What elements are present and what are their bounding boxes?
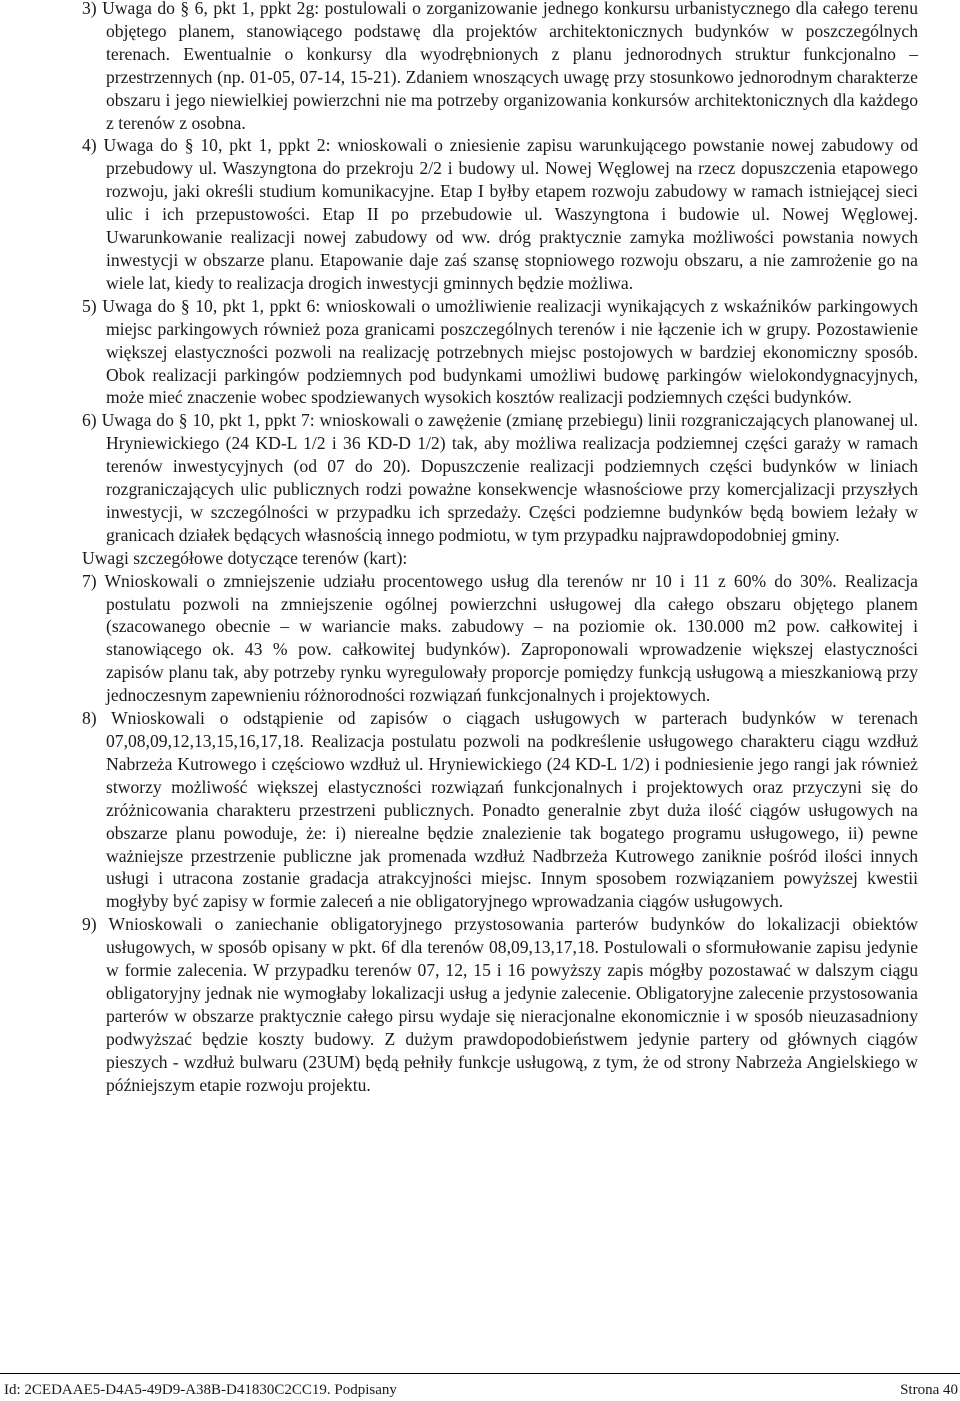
footer-page-number: Strona 40: [900, 1382, 958, 1398]
footer-divider: [0, 1373, 960, 1374]
paragraph-text: Uwaga do § 10, pkt 1, ppkt 6: wnioskowali o umożliwienie realizacji wynikających z wskaźników parkingowych miejsc parkingowych również poza granicami poszczególnych terenów i nie łączenie ich w grupy. Pozostawienie większej elastyczności pozwoli na realizację potrzebnych miejsc postojowych w bardziej ekonomiczny sposób. Obok realizacji parkingów podziemnych pod budynkami umożliwi budowę parkingów wielokondygnacyjnych, może mieć znaczenie wobec spodziewanych wysokich kosztów realizacji podziemnych części budynków.: [102, 295, 918, 408]
paragraph-number: 6): [82, 410, 97, 431]
footer-document-id: Id: 2CEDAAE5-D4A5-49D9-A38B-D41830C2CC19. Podpisany: [4, 1382, 397, 1398]
paragraph-text: Uwaga do § 10, pkt 1, ppkt 2: wnioskowali o zniesienie zapisu warunkującego powstanie nowej zabudowy od przebudowy ul. Waszyngtona do przekroju 2/2 i budowy ul. Nowej Węglowej na rzecz dopuszczenia etapowego rozwoju, jaki określi studium komunikacyjne. Etap I byłby etapem rozwoju zabudowy w ramach istniejącej sieci ulic i ich przepustowości. Etap II po przebudowie ul. Waszyngtona i budowie ul. Nowej Węglowej. Uwarunkowanie realizacji nowej zabudowy od ww. dróg praktycznie zamyka możliwości powstania nowych inwestycji w obszarze planu. Etapowanie daje zaś szansę stopniowego rozwoju obszaru, a nie zamrożenie go na wiele lat, kiedy to realizacja drogich inwestycji gminnych będzie możliwa.: [103, 135, 918, 293]
paragraph-number: 7): [82, 570, 97, 591]
paragraph-6: [82, 409, 918, 546]
paragraph-4: [82, 134, 918, 294]
paragraph-number: 9): [82, 914, 97, 935]
paragraph-number: 4): [82, 135, 97, 156]
paragraph-5: [82, 295, 918, 410]
section-heading: [82, 547, 918, 570]
paragraph-number: 5): [82, 295, 97, 316]
document-body: [82, 0, 918, 1097]
paragraph-number: 3): [82, 0, 97, 18]
paragraph-3: [82, 0, 918, 134]
section-heading-text: Uwagi szczegółowe dotyczące terenów (kart):: [82, 547, 408, 568]
paragraph-text: Wnioskowali o zmniejszenie udziału procentowego usług dla terenów nr 10 i 11 z 60% do 30%. Realizacja postulatu pozwoli na zmniejszenie ogólnej powierzchni usługowej dla całego obszaru objętego planem (szacowanego obecnie – w wariancie maks. zabudowy – na poziomie ok. 130.000 m2 pow. całkowitej i stanowiącego ok. 43 % pow. całkowitej budynków). Zaproponowali wprowadzenie większej elastyczności zapisów planu tak, aby potrzeby rynku wyregulowały proporcje pomiędzy funkcją usługową a mieszkaniową przy jednoczesnym zapewnieniu różnorodności rozwiązań funkcjonalnych i projektowych.: [104, 570, 918, 706]
paragraph-number: 8): [82, 708, 97, 729]
paragraph-7: [82, 570, 918, 707]
paragraph-text: Uwaga do § 6, pkt 1, ppkt 2g: postulowali o zorganizowanie jednego konkursu urbanistycznego dla całego terenu objętego planem, stanowiącego podstawę dla projektów architektonicznych budynków w poszczególnych terenach. Ewentualnie o konkursy dla wyodrębnionych z planu jednorodnych struktur funkcjonalno – przestrzennych (np. 01-05, 07-14, 15-21). Zdaniem wnoszących uwagę przy stosunkowo jednorodnym charakterze obszaru i jego niewielkiej powierzchni nie ma potrzeby organizowania konkursów architektonicznych dla każdego z terenów z osobna.: [102, 0, 918, 133]
paragraph-text: Wnioskowali o odstąpienie od zapisów o ciągach usługowych w parterach budynków w terenach 07,08,09,12,13,15,16,17,18. Realizacja postulatu pozwoli na podkreślenie usługowego charakteru ciągu wzdłuż Nabrzeża Kutrowego i częściowo wzdłuż ul. Hryniewickiego (24 KD-L 1/2) i podniesienie jego rangi jak również stworzy możliwość większej elastyczności rozwiązań funkcjonalnych i projektowych oraz przyczyni się do zróżnicowania charakteru przestrzeni publicznych. Ponadto generalnie zbyt duża ilość ciągów usługowych na obszarze planu powoduje, że: i) nierealne będzie znalezienie tak bogatego programu usługowego, ii) pewne ważniejsze przestrzenie publiczne jak promenada wzdłuż Nadbrzeża Kutrowego zaniknie pośród ilości innych usługi i utracona zostanie gradacja atrakcyjności miejsc. Innym sposobem rozwiązaniem powyższej kwestii mogłyby być zapisy w formie zaleceń a nie obligatoryjnego wprowadzania ciągów usługowych.: [106, 708, 918, 912]
paragraph-8: [82, 707, 918, 913]
paragraph-9: [82, 913, 918, 1096]
paragraph-text: Wnioskowali o zaniechanie obligatoryjnego przystosowania parterów budynków do lokalizacji obiektów usługowych, w sposób opisany w pkt. 6f dla terenów 08,09,13,17,18. Postulowali o sformułowanie zapisu jedynie w formie zalecenia. W przypadku terenów 07, 12, 15 i 16 powyższy zapis mógłby pozostawać w dalszym ciągu obligatoryjny jednak nie wymogłaby lokalizacji usług a jedynie zalecenie. Obligatoryjne zalecenie przystosowania parterów w obszarze praktycznie całego pirsu wydaje się nieracjonalne ekonomicznie i w sposób nieuzasadniony podwyższać będzie koszty budowy. Z dużym prawdopodobieństwem jedynie partery od głównych ciągów pieszych - wzdłuż bulwaru (23UM) będą pełniły funkcje usługową, z tym, że od strony Nabrzeża Angielskiego w późniejszym etapie rozwoju projektu.: [106, 914, 918, 1095]
paragraph-text: Uwaga do § 10, pkt 1, ppkt 7: wnioskowali o zawężenie (zmianę przebiegu) linii rozgraniczających planowanej ul. Hryniewickiego (24 KD-L 1/2 i 36 KD-D 1/2) tak, aby możliwa realizacja podziemnej części garaży w ramach terenów inwestycyjnych (od 07 do 20). Dopuszczenie realizacji podziemnych części budynków w liniach rozgraniczających ulic publicznych rodzi poważne konsekwencje własnościowe przy komercjalizacji przyszłych inwestycji, w szczególności w przypadku ich sprzedaży. Części podziemne budynków będą bowiem leżały w granicach działek będących własnością innego podmiotu, w tym przypadku najprawdopodobniej gminy.: [101, 410, 918, 545]
